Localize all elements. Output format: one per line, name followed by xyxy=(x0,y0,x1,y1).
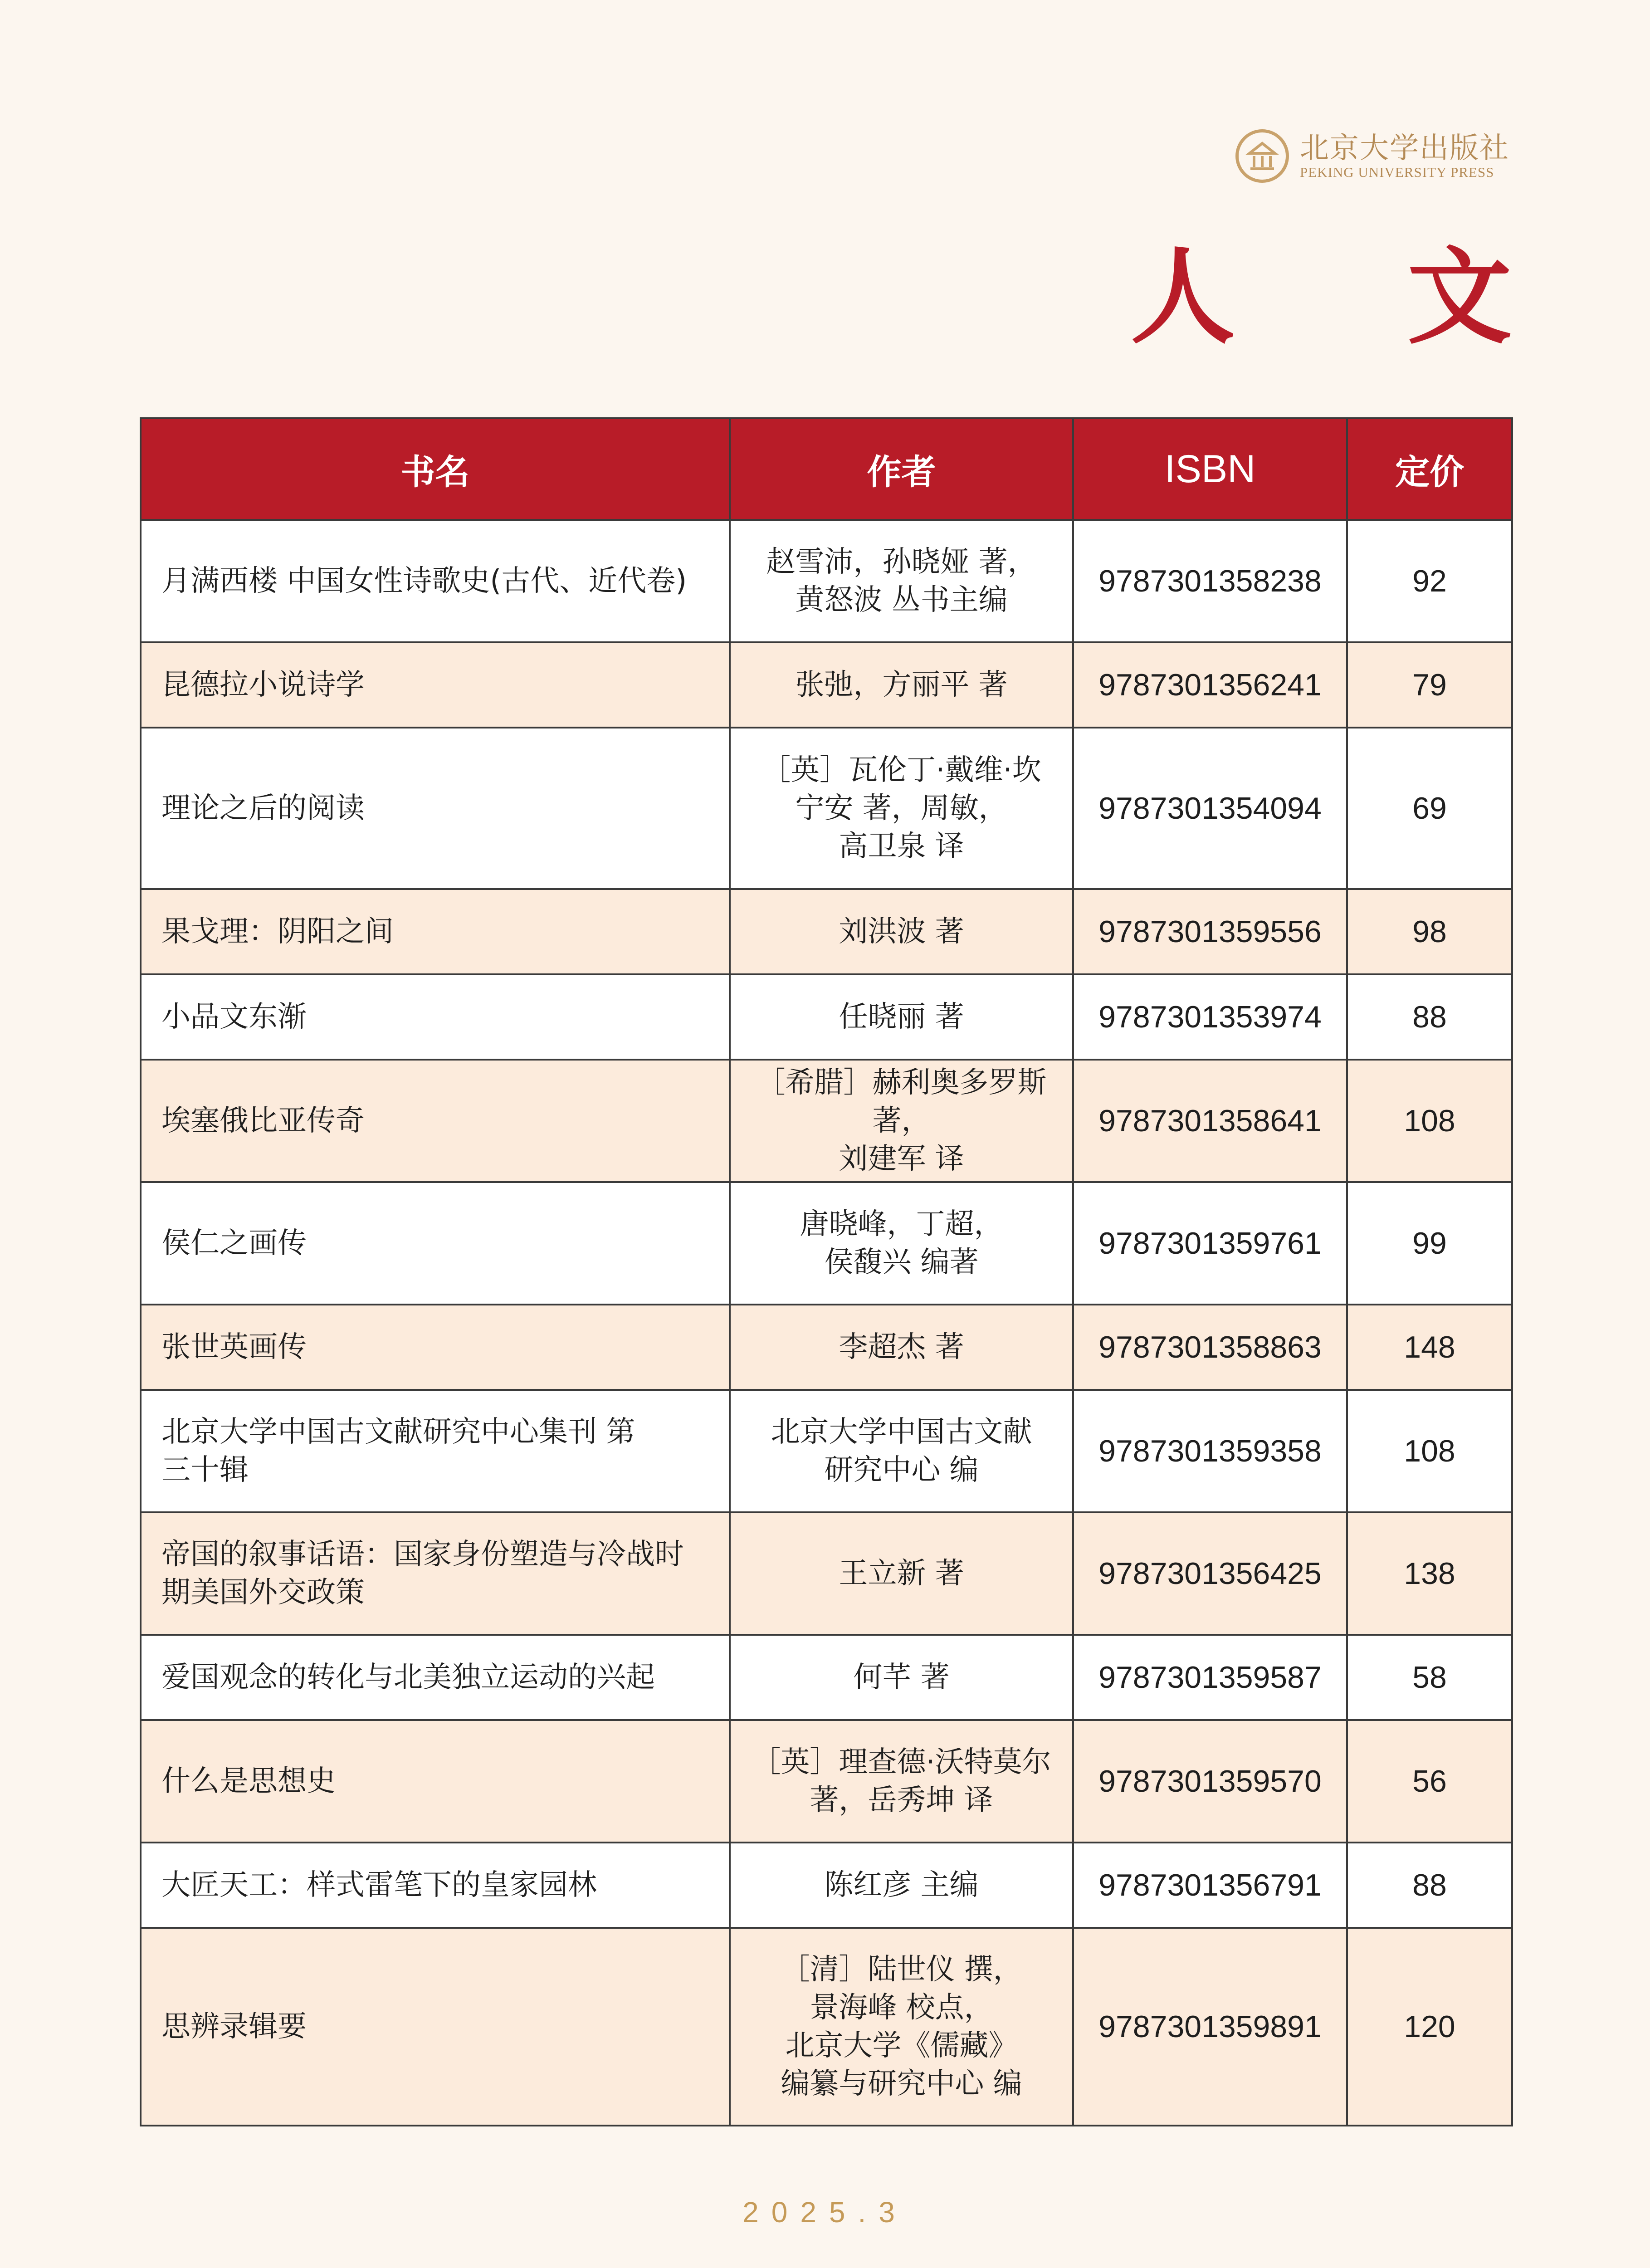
book-author xyxy=(730,520,1073,642)
table-row xyxy=(141,1928,1512,2126)
book-author xyxy=(730,889,1073,974)
table-header-row xyxy=(141,418,1512,520)
book-author-line: ［希腊］赫利奥多罗斯 著， xyxy=(756,1066,1047,1138)
table-row xyxy=(141,1512,1512,1635)
book-author-line: 编纂与研究中心 编 xyxy=(781,2067,1022,2101)
book-title-line: 三十辑 xyxy=(161,1453,249,1487)
header-author: 作者 xyxy=(730,418,1073,520)
header-isbn: ISBN xyxy=(1073,418,1347,520)
book-title-line: 侯仁之画传 xyxy=(161,1227,307,1260)
book-price: 56 xyxy=(1347,1720,1512,1843)
book-isbn: 9787301356241 xyxy=(1073,642,1347,728)
publisher-name-en: PEKING UNIVERSITY PRESS xyxy=(1300,164,1494,180)
book-price: 69 xyxy=(1347,728,1512,889)
book-isbn: 9787301359570 xyxy=(1073,1720,1347,1843)
book-isbn: 9787301358238 xyxy=(1073,520,1347,642)
book-title xyxy=(141,1928,730,2126)
book-author-line: 北京大学《儒藏》 xyxy=(785,2029,1018,2063)
book-title xyxy=(141,728,730,889)
book-title-line: 昆德拉小说诗学 xyxy=(161,668,365,702)
book-isbn: 9787301356791 xyxy=(1073,1843,1347,1928)
book-author xyxy=(730,1843,1073,1928)
book-title-line: 期美国外交政策 xyxy=(161,1576,365,1609)
book-title-line: 北京大学中国古文献研究中心集刊 第 xyxy=(161,1415,635,1449)
book-isbn: 9787301359761 xyxy=(1073,1182,1347,1305)
book-table xyxy=(140,417,1513,2126)
book-isbn: 9787301356425 xyxy=(1073,1512,1347,1635)
book-title-line: 爱国观念的转化与北美独立运动的兴起 xyxy=(161,1661,655,1694)
book-author-line: 任晓丽 著 xyxy=(839,1000,964,1034)
table-row xyxy=(141,889,1512,974)
book-author-line: 张弛，方丽平 著 xyxy=(795,668,1008,702)
book-author xyxy=(730,1720,1073,1843)
book-author xyxy=(730,642,1073,728)
book-price: 58 xyxy=(1347,1635,1512,1720)
book-author-line: 黄怒波 丛书主编 xyxy=(795,583,1008,617)
book-author-line: 景海峰 校点， xyxy=(810,1991,993,2024)
book-isbn: 9787301359556 xyxy=(1073,889,1347,974)
book-title xyxy=(141,1305,730,1390)
book-isbn: 9787301359358 xyxy=(1073,1390,1347,1512)
book-title xyxy=(141,1512,730,1635)
book-title-line: 大匠天工：样式雷笔下的皇家园林 xyxy=(161,1868,597,1902)
book-title-line: 张世英画传 xyxy=(161,1330,307,1364)
book-author-line: 北京大学中国古文献 xyxy=(771,1415,1032,1449)
table-row xyxy=(141,1182,1512,1305)
book-price: 108 xyxy=(1347,1390,1512,1512)
header-price: 定价 xyxy=(1347,418,1512,520)
book-title xyxy=(141,1390,730,1512)
book-author-line: 刘洪波 著 xyxy=(839,915,964,948)
publisher-name-cn: 北京大学出版社 xyxy=(1300,132,1509,165)
book-title xyxy=(141,1060,730,1182)
book-title-line: 埃塞俄比亚传奇 xyxy=(161,1104,365,1138)
book-price: 99 xyxy=(1347,1182,1512,1305)
book-price: 88 xyxy=(1347,1843,1512,1928)
book-title xyxy=(141,889,730,974)
book-price: 120 xyxy=(1347,1928,1512,2126)
book-price: 79 xyxy=(1347,642,1512,728)
book-author xyxy=(730,974,1073,1060)
book-price: 148 xyxy=(1347,1305,1512,1390)
table-row xyxy=(141,728,1512,889)
table-row xyxy=(141,1843,1512,1928)
book-author-line: 宁安 著，周敏， xyxy=(795,792,1008,825)
publisher-logo xyxy=(1235,129,1509,183)
book-author-line: 赵雪沛，孙晓娅 著， xyxy=(766,545,1037,579)
book-price: 138 xyxy=(1347,1512,1512,1635)
book-price: 88 xyxy=(1347,974,1512,1060)
book-author xyxy=(730,1928,1073,2126)
book-title-line: 帝国的叙事话语：国家身份塑造与冷战时 xyxy=(161,1538,684,1571)
book-author-line: 李超杰 著 xyxy=(839,1330,964,1364)
book-title-line: 理论之后的阅读 xyxy=(161,792,365,825)
book-author-line: 著，岳秀坤 译 xyxy=(810,1784,993,1817)
table-row xyxy=(141,520,1512,642)
book-isbn: 9787301353974 xyxy=(1073,974,1347,1060)
book-author-line: 侯馥兴 编著 xyxy=(824,1246,979,1279)
book-title-line: 月满西楼 中国女性诗歌史(古代、近代卷) xyxy=(161,564,687,598)
book-title xyxy=(141,1635,730,1720)
book-title-line: 什么是思想史 xyxy=(161,1765,336,1798)
book-price: 92 xyxy=(1347,520,1512,642)
book-price: 108 xyxy=(1347,1060,1512,1182)
table-row xyxy=(141,1390,1512,1512)
book-author xyxy=(730,1390,1073,1512)
book-price: 98 xyxy=(1347,889,1512,974)
book-isbn: 9787301358641 xyxy=(1073,1060,1347,1182)
book-title xyxy=(141,974,730,1060)
book-isbn: 9787301358863 xyxy=(1073,1305,1347,1390)
section-title: 人 文 xyxy=(1130,236,1580,358)
table-row xyxy=(141,642,1512,728)
book-title xyxy=(141,520,730,642)
book-title-line: 果戈理：阴阳之间 xyxy=(161,915,394,948)
book-author xyxy=(730,1305,1073,1390)
book-author xyxy=(730,728,1073,889)
book-isbn: 9787301359587 xyxy=(1073,1635,1347,1720)
book-author-line: 何芊 著 xyxy=(853,1661,950,1694)
book-title xyxy=(141,1843,730,1928)
book-isbn: 9787301359891 xyxy=(1073,1928,1347,2126)
book-author xyxy=(730,1512,1073,1635)
table-row xyxy=(141,1305,1512,1390)
book-title xyxy=(141,1720,730,1843)
book-isbn: 9787301354094 xyxy=(1073,728,1347,889)
book-title xyxy=(141,1182,730,1305)
book-author-line: 刘建军 译 xyxy=(839,1142,964,1176)
issue-date: 2025.3 xyxy=(742,2196,908,2229)
table-row xyxy=(141,974,1512,1060)
book-title-line: 思辨录辑要 xyxy=(161,2010,307,2043)
header-title: 书名 xyxy=(141,418,730,520)
book-author-line: ［清］陆世仪 撰， xyxy=(781,1953,1022,1986)
book-author-line: 陈红彦 主编 xyxy=(824,1868,979,1902)
book-author-line: 王立新 著 xyxy=(839,1557,964,1590)
table-row xyxy=(141,1635,1512,1720)
book-author-line: 唐晓峰，丁超， xyxy=(800,1207,1003,1241)
seal-icon xyxy=(1235,129,1289,183)
book-author-line: ［英］理查德·沃特莫尔 xyxy=(752,1745,1051,1779)
book-author xyxy=(730,1060,1073,1182)
book-author xyxy=(730,1635,1073,1720)
book-author-line: 研究中心 编 xyxy=(824,1453,979,1487)
book-author-line: 高卫泉 译 xyxy=(839,830,964,863)
book-title-line: 小品文东渐 xyxy=(161,1000,307,1034)
table-row xyxy=(141,1720,1512,1843)
table-row xyxy=(141,1060,1512,1182)
book-author-line: ［英］瓦伦丁·戴维·坎 xyxy=(762,753,1041,787)
book-title xyxy=(141,642,730,728)
book-author xyxy=(730,1182,1073,1305)
